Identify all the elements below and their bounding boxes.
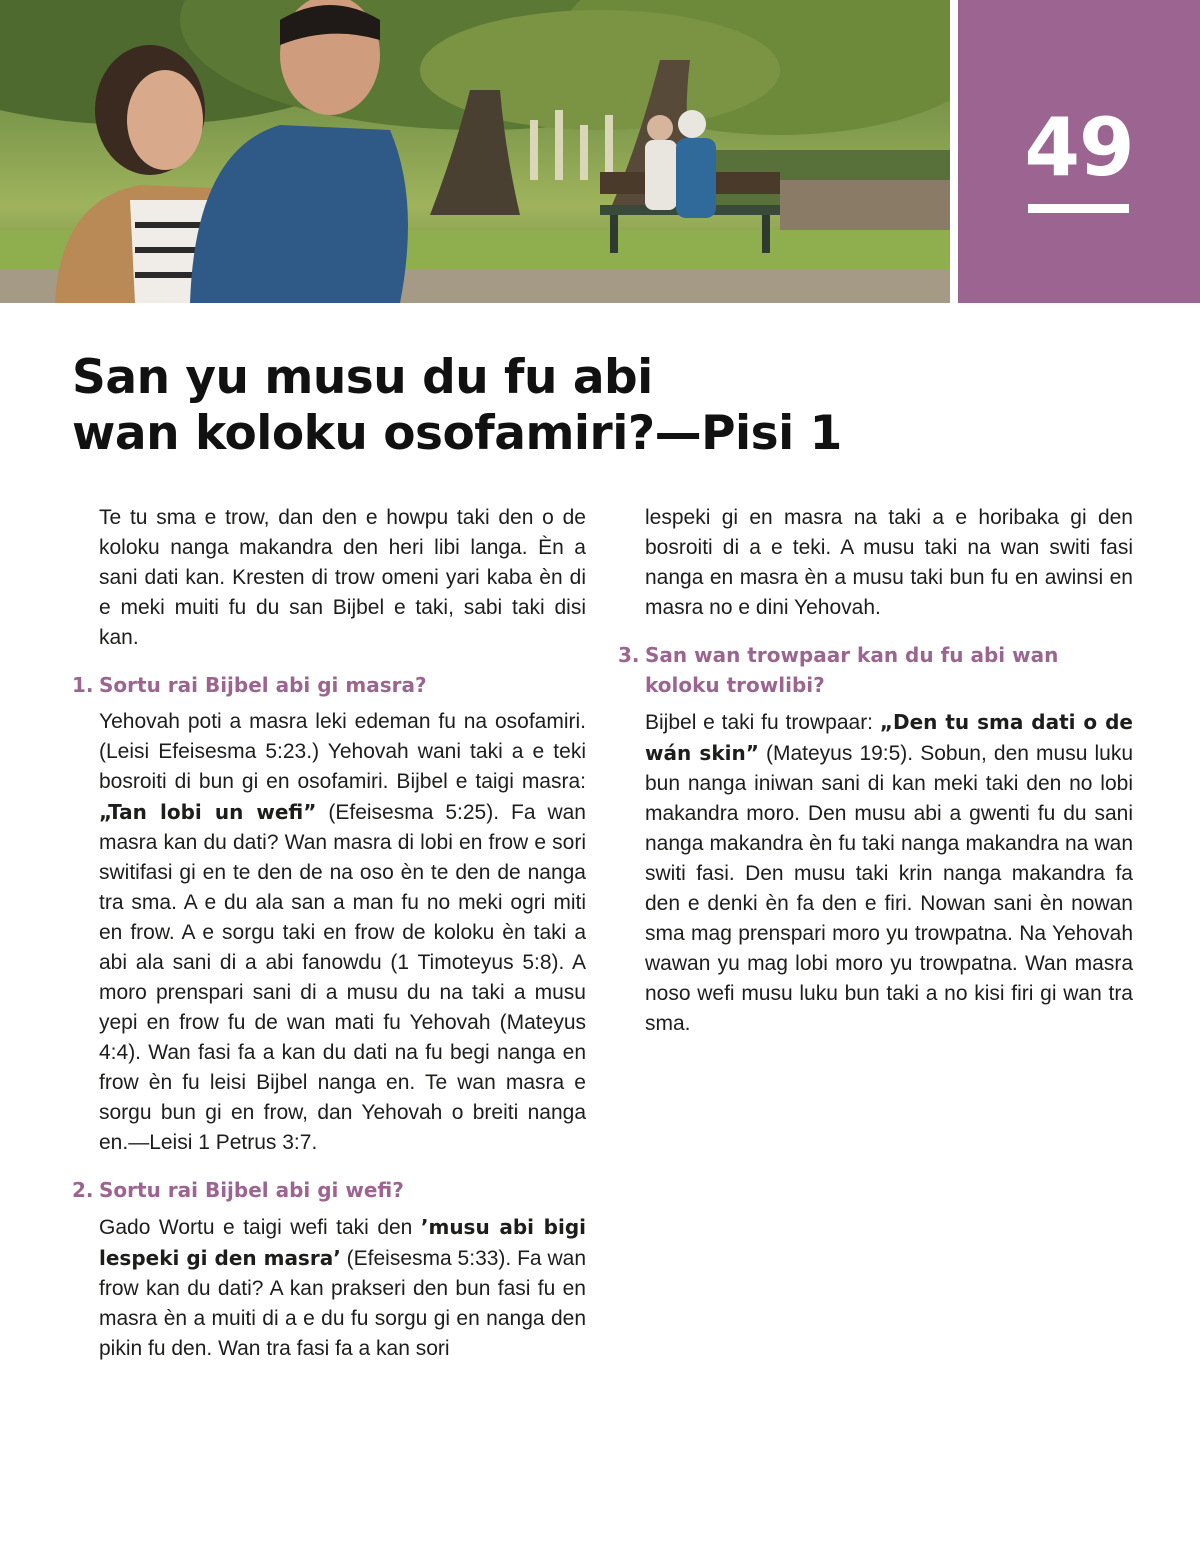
answer-paragraph-2 [72, 1212, 586, 1364]
question-number: 1. [72, 673, 94, 697]
park-couple-illustration [0, 0, 950, 303]
bold-quote: ’musu abi bigi lespeki gi den masra’ [99, 1215, 586, 1270]
answer-text: (Efeisesma 5:25). Fa wan masra kan du dati? Wan masra di lobi en frow e sori switifasi gi en te den de na oso èn te den de nanga tra sma. A e du ala san a man fu no meki ogri miti en frow. A e sorgu taki en frow de koloku èn taki a abi ala sani di a abi fanowdu (1 Timoteyus 5:8). A moro prenspari sani di a musu du na taki a musu yepi en frow fu de wan mati fu Yehovah (Mateyus 4:4). Wan fasi fa a kan du dati na fu begi nanga en frow èn fu leisi Bijbel nanga en. Te wan masra e sorgu bun gi en frow, dan Yehovah o breiti nanga en.—Leisi 1 Petrus 3:7. [99, 801, 586, 1154]
answer-text: (Efeisesma 5:33). Fa wan frow kan du dati? A kan prakseri den bun fasi fu en masra èn a muiti di a e du fu sorgu gi en nanga den pikin fu den. Wan tra fasi fa a kan sori [99, 1247, 586, 1360]
question-heading-2 [72, 1175, 586, 1205]
badge-underline [1028, 204, 1129, 213]
right-column [618, 503, 1133, 1039]
lesson-number: 49 [1024, 101, 1134, 194]
answer-text: Gado Wortu e taigi wefi taki den [99, 1216, 421, 1239]
bold-quote: „Tan lobi un wefi” [99, 800, 317, 824]
answer-text: Yehovah poti a masra leki edeman fu na osofamiri. (Leisi Efeisesma 5:23.) Yehovah wani taki a e teki bosroiti di bun gi en osofamiri. Bijbel e taigi masra: [99, 710, 586, 793]
left-column [72, 503, 586, 1364]
title-line-2: wan koloku osofamiri?—Pisi 1 [72, 406, 842, 461]
question-text: Sortu rai Bijbel abi gi wefi? [99, 1178, 404, 1202]
answer-paragraph-3 [618, 707, 1133, 1039]
header-photo [0, 0, 950, 303]
question-heading-3 [618, 640, 1133, 700]
question-heading-1 [72, 670, 586, 700]
answer-paragraph-2-continued: lespeki gi en masra na taki a e horibaka gi den bosroiti di a e teki. A musu taki na wan switi fasi nanga en masra èn a musu taki bun fu en awinsi en masra no e dini Yehovah. [645, 506, 1133, 619]
question-text: San wan trowpaar kan du fu abi wan koloku trowlibi? [645, 643, 1059, 697]
title-line-1: San yu musu du fu abi [72, 350, 653, 405]
answer-paragraph-1 [72, 707, 586, 1158]
bold-quote: „Den tu sma dati o de wán skin” [645, 710, 1133, 765]
question-text: Sortu rai Bijbel abi gi masra? [99, 673, 427, 697]
question-number: 2. [72, 1178, 94, 1202]
answer-text: (Mateyus 19:5). Sobun, den musu luku bun nanga iniwan sani di kan meki taki den no lobi makandra moro. Den musu abi a gwenti fu du sani nanga makandra èn fu taki nanga makandra na wan switi fasi. Den musu taki krin nanga makandra fa den e denki èn fa den e firi. Nowan sani èn nowan sma mag prenspari moro yu trowpatna. Na Yehovah wawan yu mag lobi moro yu trowpatna. Wan masra noso wefi musu luku bun taki a no kisi firi gi wan tra sma. [645, 742, 1133, 1035]
question-number: 3. [618, 643, 640, 667]
answer-text: Bijbel e taki fu trowpaar: [645, 711, 880, 734]
lesson-number-badge [958, 0, 1200, 303]
page-title [72, 350, 1072, 462]
intro-paragraph: Te tu sma e trow, dan den e howpu taki den o de koloku nanga makandra den heri libi langa. Èn a sani dati kan. Kresten di trow omeni yari kaba èn di e meki muiti fu du san Bijbel e taki, sabi taki disi kan. [99, 506, 586, 649]
